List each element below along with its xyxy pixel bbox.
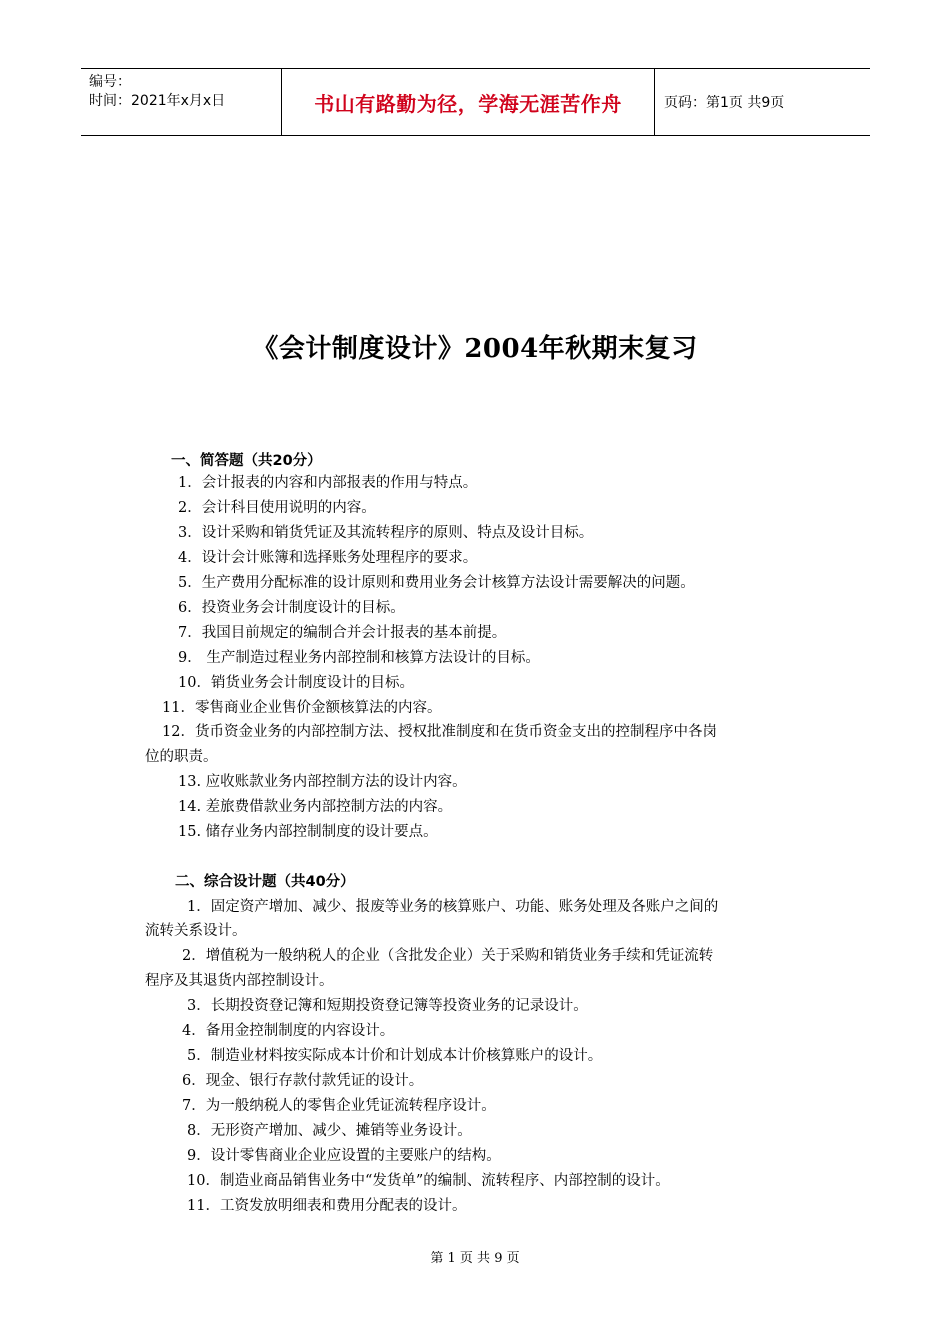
list-item: 6．现金、银行存款付款凭证的设计。 <box>182 1073 424 1089</box>
list-item: 8．无形资产增加、减少、摊销等业务设计。 <box>187 1123 472 1139</box>
date-label: 时间：2021年x月x日 <box>89 93 226 109</box>
list-item: 6．投资业务会计制度设计的目标。 <box>178 600 405 616</box>
list-item: 3．长期投资登记簿和短期投资登记簿等投资业务的记录设计。 <box>187 998 588 1014</box>
header-table <box>81 68 870 136</box>
section2-heading: 二、综合设计题（共40分） <box>175 874 355 890</box>
list-item: 12．货币资金业务的内部控制方法、授权批准制度和在货币资金支出的控制程序中各岗 <box>162 724 717 740</box>
list-item: 13. 应收账款业务内部控制方法的设计内容。 <box>178 774 467 790</box>
list-item: 1．固定资产增加、减少、报废等业务的核算账户、功能、账务处理及各账户之间的 <box>187 899 719 915</box>
list-item: 10．销货业务会计制度设计的目标。 <box>178 675 414 691</box>
list-item: 4．设计会计账簿和选择账务处理程序的要求。 <box>178 550 478 566</box>
list-item: 14. 差旅费借款业务内部控制方法的内容。 <box>178 799 453 815</box>
list-item: 5．制造业材料按实际成本计价和计划成本计价核算账户的设计。 <box>187 1048 603 1064</box>
list-item: 10．制造业商品销售业务中“发货单”的编制、流转程序、内部控制的设计。 <box>187 1173 670 1189</box>
list-item: 9． 生产制造过程业务内部控制和核算方法设计的目标。 <box>178 650 540 666</box>
list-item: 7．为一般纳税人的零售企业凭证流转程序设计。 <box>182 1098 496 1114</box>
header-motto: 书山有路勤为径，学海无涯苦作舟 <box>282 69 655 135</box>
list-item: 9．设计零售商业企业应设置的主要账户的结构。 <box>187 1148 501 1164</box>
page-footer: 第 1 页 共 9 页 <box>430 1251 520 1266</box>
list-item: 11．零售商业企业售价金额核算法的内容。 <box>162 700 442 716</box>
list-item: 3．设计采购和销货凭证及其流转程序的原则、特点及设计目标。 <box>178 525 594 541</box>
section1-heading: 一、简答题（共20分） <box>171 453 322 469</box>
list-item: 2．会计科目使用说明的内容。 <box>178 500 376 516</box>
list-item: 流转关系设计。 <box>145 923 247 939</box>
header-page-info: 页码：第1页 共9页 <box>664 95 785 111</box>
list-item: 2．增值税为一般纳税人的企业（含批发企业）关于采购和销货业务手续和凭证流转 <box>182 948 714 964</box>
code-label: 编号： <box>89 74 131 90</box>
list-item: 15. 储存业务内部控制制度的设计要点。 <box>178 824 438 840</box>
list-item: 11．工资发放明细表和费用分配表的设计。 <box>187 1198 467 1214</box>
list-item: 1．会计报表的内容和内部报表的作用与特点。 <box>178 475 478 491</box>
list-item: 程序及其退货内部控制设计。 <box>145 973 334 989</box>
list-item: 5．生产费用分配标准的设计原则和费用业务会计核算方法设计需要解决的问题。 <box>178 575 695 591</box>
list-item: 7．我国目前规定的编制合并会计报表的基本前提。 <box>178 625 507 641</box>
header-meta-cell <box>81 69 282 135</box>
list-item: 4．备用金控制制度的内容设计。 <box>182 1023 395 1039</box>
document-title: 《会计制度设计》2004年秋期末复习 <box>252 334 698 364</box>
list-item: 位的职责。 <box>145 749 218 765</box>
